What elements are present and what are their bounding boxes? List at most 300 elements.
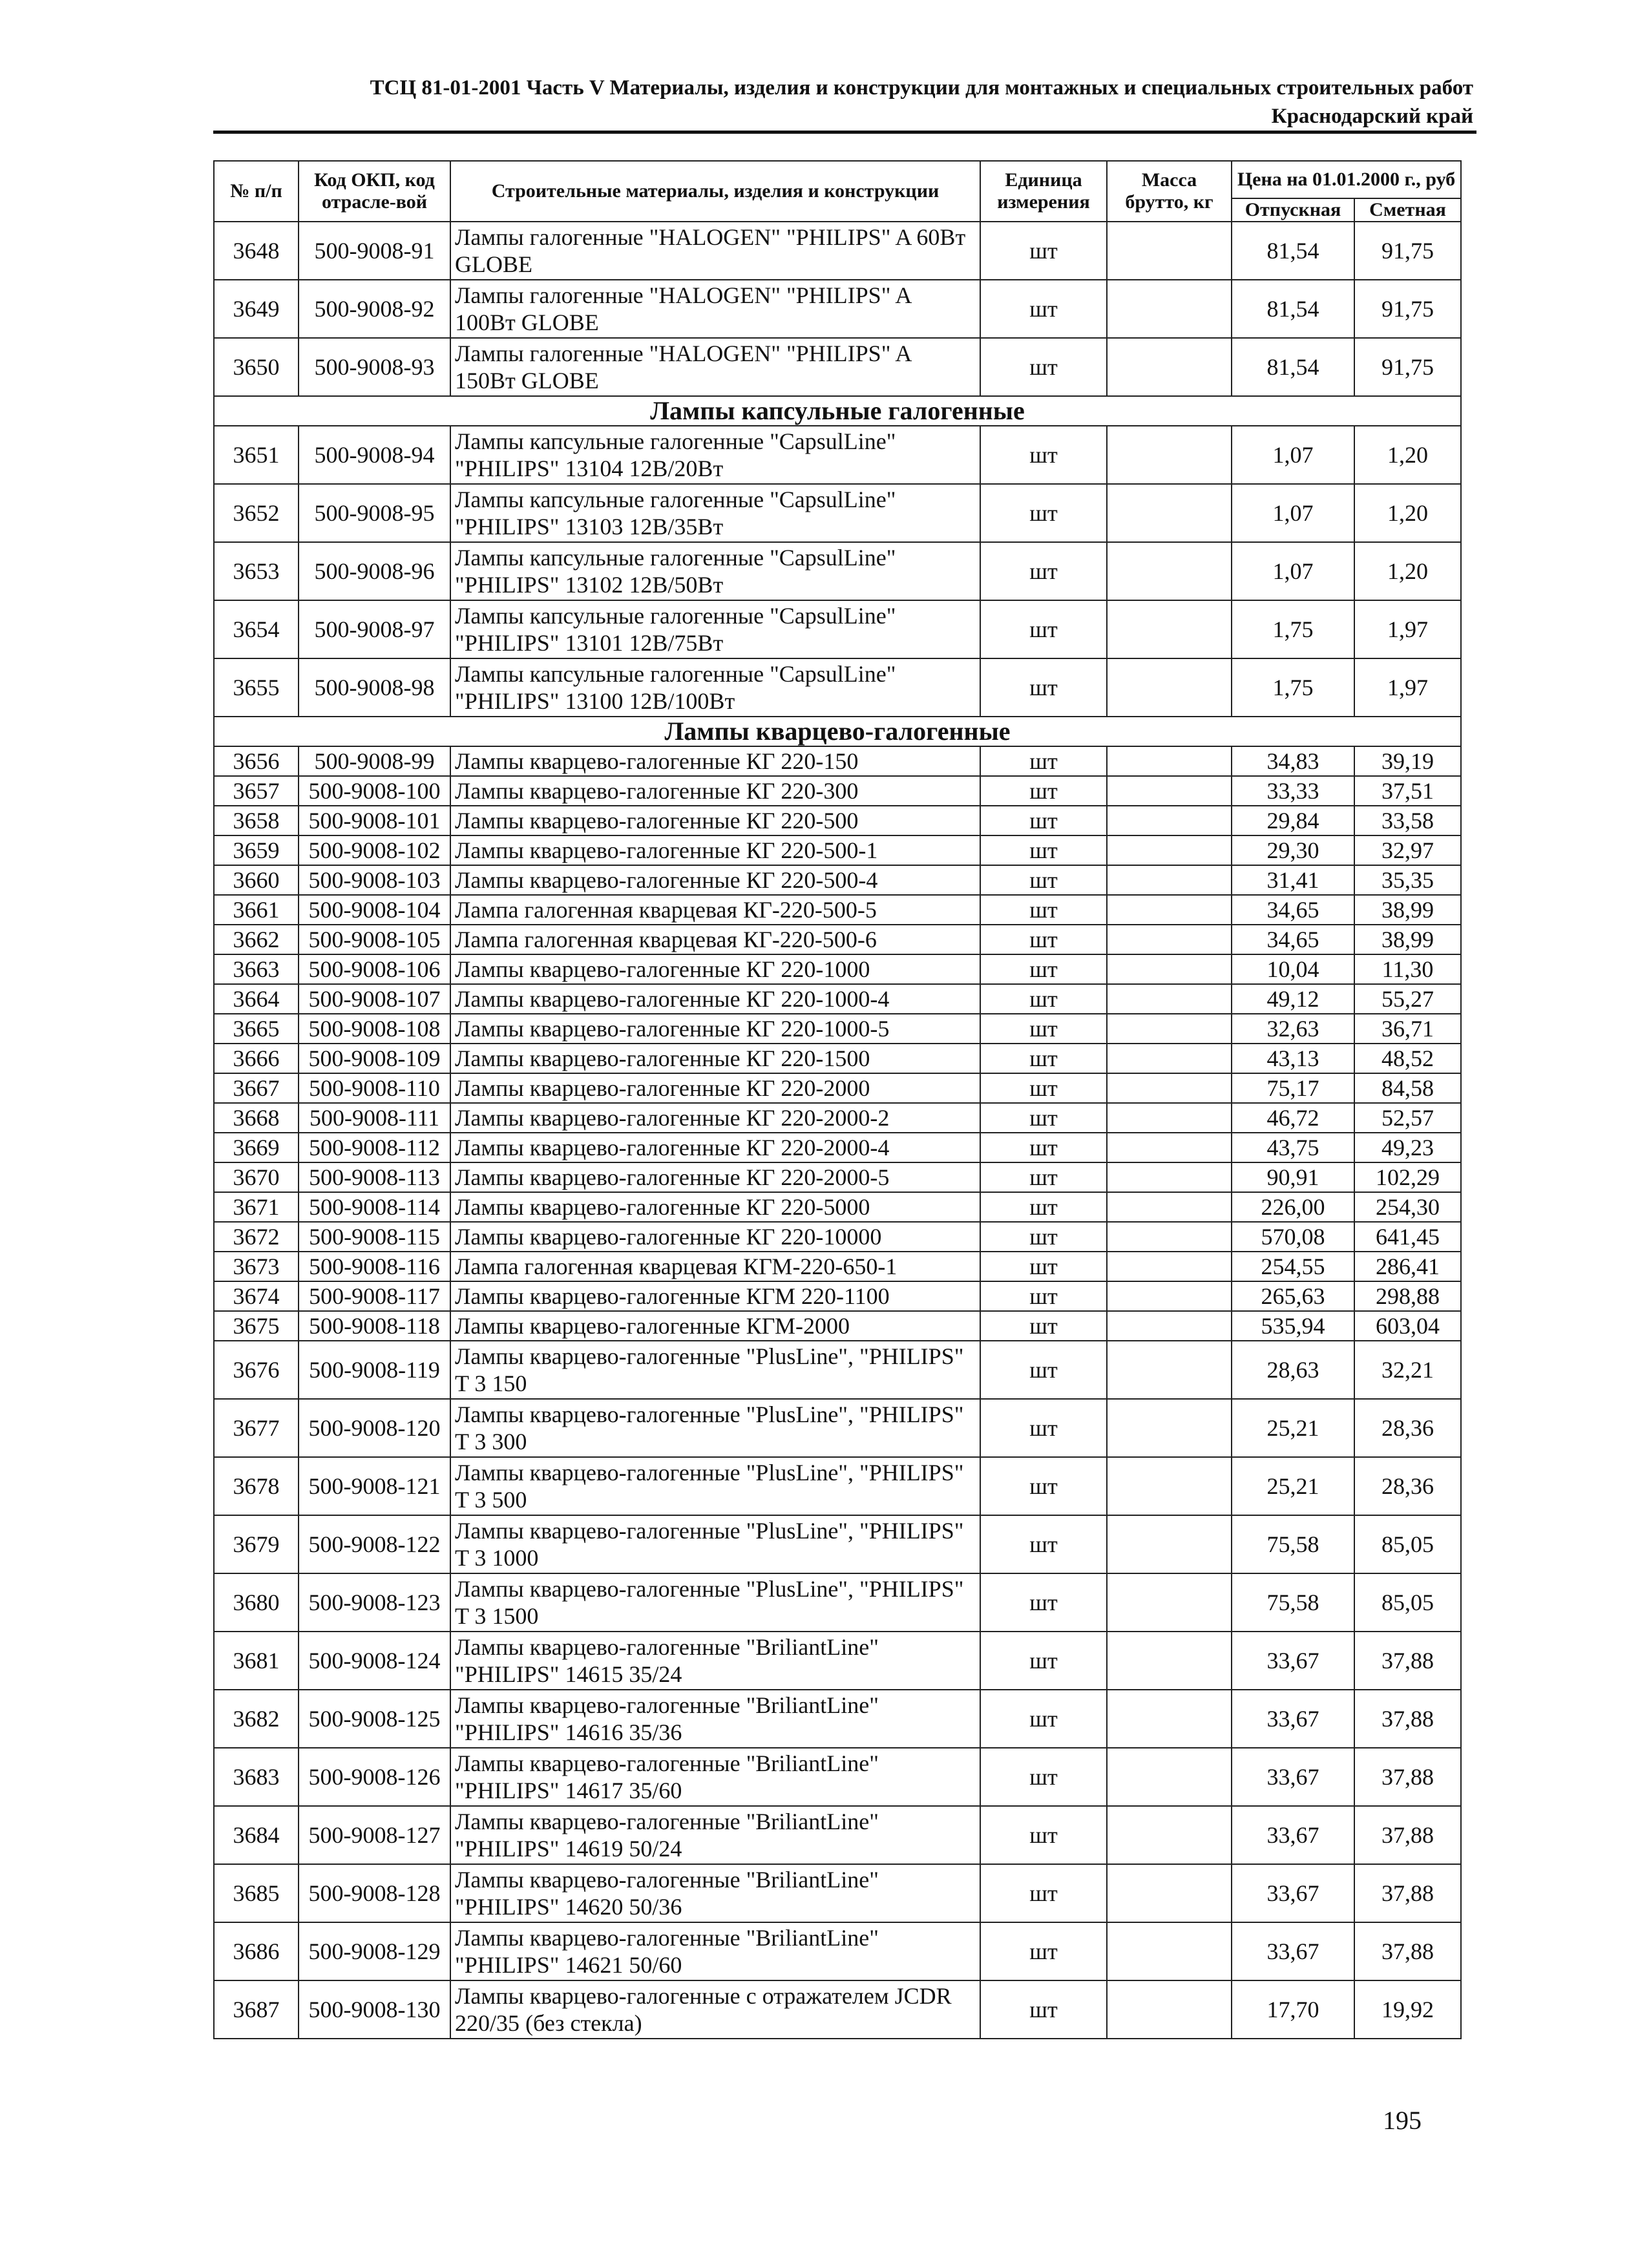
cell-mass xyxy=(1107,1192,1232,1222)
cell-code: 500-9008-118 xyxy=(299,1311,450,1341)
cell-name: Лампы кварцево-галогенные КГ 220-1000 xyxy=(450,954,980,984)
cell-name: Лампы кварцево-галогенные "PlusLine", "PHILIPS" T 3 500 xyxy=(450,1457,980,1515)
cell-price-release: 33,67 xyxy=(1232,1748,1354,1806)
header-code: Код ОКП, код отрасле-вой xyxy=(299,161,450,222)
cell-name: Лампы кварцево-галогенные "BriliantLine" "PHILIPS" 14621 50/60 xyxy=(450,1922,980,1980)
table-row xyxy=(214,1399,1461,1457)
cell-code: 500-9008-93 xyxy=(299,338,450,396)
cell-name: Лампа галогенная кварцевая КГМ-220-650-1 xyxy=(450,1252,980,1281)
cell-code: 500-9008-123 xyxy=(299,1573,450,1632)
cell-price-estimate: 603,04 xyxy=(1354,1311,1461,1341)
cell-name: Лампы кварцево-галогенные "BriliantLine" "PHILIPS" 14616 35/36 xyxy=(450,1690,980,1748)
cell-number: 3684 xyxy=(214,1806,299,1864)
cell-name: Лампы кварцево-галогенные КГ 220-300 xyxy=(450,776,980,806)
cell-price-release: 34,65 xyxy=(1232,925,1354,954)
cell-number: 3651 xyxy=(214,426,299,484)
cell-mass xyxy=(1107,1980,1232,2039)
cell-name: Лампы кварцево-галогенные "BriliantLine" "PHILIPS" 14615 35/24 xyxy=(450,1632,980,1690)
table-row xyxy=(214,954,1461,984)
cell-code: 500-9008-95 xyxy=(299,484,450,542)
cell-unit: шт xyxy=(980,1515,1107,1573)
cell-code: 500-9008-106 xyxy=(299,954,450,984)
cell-price-release: 81,54 xyxy=(1232,338,1354,396)
cell-code: 500-9008-94 xyxy=(299,426,450,484)
cell-unit: шт xyxy=(980,600,1107,658)
cell-price-release: 25,21 xyxy=(1232,1399,1354,1457)
table-row xyxy=(214,1044,1461,1073)
cell-unit: шт xyxy=(980,1806,1107,1864)
cell-price-release: 25,21 xyxy=(1232,1457,1354,1515)
cell-price-estimate: 85,05 xyxy=(1354,1573,1461,1632)
cell-name: Лампы капсульные галогенные "CapsulLine" "PHILIPS" 13100 12В/100Вт xyxy=(450,658,980,717)
cell-price-estimate: 102,29 xyxy=(1354,1162,1461,1192)
running-header-title: ТСЦ 81-01-2001 Часть V Материалы, изделия и конструкции для монтажных и специальных строительных работ xyxy=(370,76,1473,100)
cell-code: 500-9008-114 xyxy=(299,1192,450,1222)
cell-name: Лампы кварцево-галогенные КГ 220-2000 xyxy=(450,1073,980,1103)
cell-price-estimate: 37,88 xyxy=(1354,1632,1461,1690)
cell-mass xyxy=(1107,1748,1232,1806)
cell-price-estimate: 254,30 xyxy=(1354,1192,1461,1222)
cell-code: 500-9008-104 xyxy=(299,895,450,925)
cell-mass xyxy=(1107,484,1232,542)
cell-price-release: 81,54 xyxy=(1232,280,1354,338)
table-row xyxy=(214,484,1461,542)
table-row xyxy=(214,1980,1461,2039)
cell-price-estimate: 91,75 xyxy=(1354,280,1461,338)
cell-price-release: 1,07 xyxy=(1232,484,1354,542)
cell-number: 3659 xyxy=(214,835,299,865)
cell-number: 3673 xyxy=(214,1252,299,1281)
cell-name: Лампы кварцево-галогенные КГ 220-150 xyxy=(450,746,980,776)
cell-price-estimate: 35,35 xyxy=(1354,865,1461,895)
cell-mass xyxy=(1107,1103,1232,1133)
cell-code: 500-9008-112 xyxy=(299,1133,450,1162)
cell-number: 3662 xyxy=(214,925,299,954)
cell-code: 500-9008-113 xyxy=(299,1162,450,1192)
cell-mass xyxy=(1107,222,1232,280)
section-title: Лампы капсульные галогенные xyxy=(214,396,1461,426)
cell-number: 3680 xyxy=(214,1573,299,1632)
cell-mass xyxy=(1107,835,1232,865)
cell-name: Лампа галогенная кварцевая КГ-220-500-5 xyxy=(450,895,980,925)
cell-unit: шт xyxy=(980,658,1107,717)
cell-code: 500-9008-129 xyxy=(299,1922,450,1980)
cell-price-estimate: 33,58 xyxy=(1354,806,1461,835)
cell-mass xyxy=(1107,1044,1232,1073)
cell-price-release: 75,58 xyxy=(1232,1515,1354,1573)
cell-number: 3650 xyxy=(214,338,299,396)
cell-unit: шт xyxy=(980,1748,1107,1806)
table-row xyxy=(214,835,1461,865)
cell-price-release: 33,67 xyxy=(1232,1806,1354,1864)
section-title: Лампы кварцево-галогенные xyxy=(214,717,1461,746)
cell-mass xyxy=(1107,1341,1232,1399)
cell-price-release: 34,65 xyxy=(1232,895,1354,925)
cell-price-release: 17,70 xyxy=(1232,1980,1354,2039)
cell-name: Лампы кварцево-галогенные КГ 220-2000-2 xyxy=(450,1103,980,1133)
cell-number: 3663 xyxy=(214,954,299,984)
cell-mass xyxy=(1107,895,1232,925)
table-row xyxy=(214,1192,1461,1222)
cell-price-estimate: 37,88 xyxy=(1354,1806,1461,1864)
cell-number: 3685 xyxy=(214,1864,299,1922)
cell-price-estimate: 38,99 xyxy=(1354,895,1461,925)
cell-code: 500-9008-101 xyxy=(299,806,450,835)
cell-price-release: 1,07 xyxy=(1232,426,1354,484)
cell-code: 500-9008-110 xyxy=(299,1073,450,1103)
cell-number: 3681 xyxy=(214,1632,299,1690)
cell-name: Лампы галогенные "HALOGEN" "PHILIPS" A 150Вт GLOBE xyxy=(450,338,980,396)
cell-unit: шт xyxy=(980,1252,1107,1281)
table-row xyxy=(214,658,1461,717)
cell-price-release: 49,12 xyxy=(1232,984,1354,1014)
cell-number: 3687 xyxy=(214,1980,299,2039)
cell-price-estimate: 37,88 xyxy=(1354,1748,1461,1806)
cell-code: 500-9008-119 xyxy=(299,1341,450,1399)
table-row xyxy=(214,1103,1461,1133)
cell-mass xyxy=(1107,600,1232,658)
cell-number: 3656 xyxy=(214,746,299,776)
cell-code: 500-9008-121 xyxy=(299,1457,450,1515)
cell-price-release: 265,63 xyxy=(1232,1281,1354,1311)
cell-name: Лампы кварцево-галогенные КГ 220-1500 xyxy=(450,1044,980,1073)
table-row xyxy=(214,984,1461,1014)
table-row xyxy=(214,1632,1461,1690)
table-row xyxy=(214,806,1461,835)
cell-price-release: 32,63 xyxy=(1232,1014,1354,1044)
cell-mass xyxy=(1107,1632,1232,1690)
cell-code: 500-9008-105 xyxy=(299,925,450,954)
header-price-estimate: Сметная xyxy=(1354,198,1461,222)
cell-name: Лампы кварцево-галогенные с отражателем JCDR 220/35 (без стекла) xyxy=(450,1980,980,2039)
cell-price-release: 33,67 xyxy=(1232,1864,1354,1922)
cell-price-estimate: 36,71 xyxy=(1354,1014,1461,1044)
table-row xyxy=(214,1748,1461,1806)
cell-price-release: 81,54 xyxy=(1232,222,1354,280)
cell-number: 3648 xyxy=(214,222,299,280)
table-row xyxy=(214,426,1461,484)
cell-mass xyxy=(1107,1073,1232,1103)
table-row xyxy=(214,925,1461,954)
cell-price-estimate: 91,75 xyxy=(1354,338,1461,396)
header-num: № п/п xyxy=(214,161,299,222)
price-table xyxy=(213,160,1462,2039)
table-row xyxy=(214,1806,1461,1864)
cell-price-release: 1,75 xyxy=(1232,658,1354,717)
cell-mass xyxy=(1107,658,1232,717)
cell-price-release: 29,84 xyxy=(1232,806,1354,835)
cell-name: Лампы капсульные галогенные "CapsulLine" "PHILIPS" 13104 12В/20Вт xyxy=(450,426,980,484)
cell-mass xyxy=(1107,806,1232,835)
cell-price-estimate: 52,57 xyxy=(1354,1103,1461,1133)
cell-price-release: 75,17 xyxy=(1232,1073,1354,1103)
cell-unit: шт xyxy=(980,1457,1107,1515)
cell-price-release: 46,72 xyxy=(1232,1103,1354,1133)
cell-code: 500-9008-127 xyxy=(299,1806,450,1864)
table-row xyxy=(214,338,1461,396)
cell-name: Лампы кварцево-галогенные КГМ 220-1100 xyxy=(450,1281,980,1311)
cell-number: 3671 xyxy=(214,1192,299,1222)
cell-price-estimate: 84,58 xyxy=(1354,1073,1461,1103)
cell-code: 500-9008-124 xyxy=(299,1632,450,1690)
cell-number: 3667 xyxy=(214,1073,299,1103)
cell-price-estimate: 32,97 xyxy=(1354,835,1461,865)
cell-price-release: 535,94 xyxy=(1232,1311,1354,1341)
cell-number: 3675 xyxy=(214,1311,299,1341)
cell-number: 3649 xyxy=(214,280,299,338)
cell-mass xyxy=(1107,1222,1232,1252)
cell-number: 3653 xyxy=(214,542,299,600)
cell-price-estimate: 1,97 xyxy=(1354,600,1461,658)
cell-price-release: 33,67 xyxy=(1232,1690,1354,1748)
cell-unit: шт xyxy=(980,835,1107,865)
cell-unit: шт xyxy=(980,484,1107,542)
cell-mass xyxy=(1107,1864,1232,1922)
cell-price-release: 43,13 xyxy=(1232,1044,1354,1073)
cell-mass xyxy=(1107,1399,1232,1457)
cell-price-release: 33,67 xyxy=(1232,1632,1354,1690)
cell-number: 3666 xyxy=(214,1044,299,1073)
table-row xyxy=(214,776,1461,806)
cell-price-release: 28,63 xyxy=(1232,1341,1354,1399)
table-row xyxy=(214,1690,1461,1748)
cell-unit: шт xyxy=(980,954,1107,984)
cell-name: Лампы кварцево-галогенные "BriliantLine" "PHILIPS" 14619 50/24 xyxy=(450,1806,980,1864)
cell-unit: шт xyxy=(980,776,1107,806)
cell-price-estimate: 85,05 xyxy=(1354,1515,1461,1573)
table-row xyxy=(214,1311,1461,1341)
cell-number: 3678 xyxy=(214,1457,299,1515)
cell-unit: шт xyxy=(980,1133,1107,1162)
cell-code: 500-9008-122 xyxy=(299,1515,450,1573)
cell-number: 3674 xyxy=(214,1281,299,1311)
header-unit: Единица измерения xyxy=(980,161,1107,222)
table-body xyxy=(214,222,1461,2039)
cell-number: 3686 xyxy=(214,1922,299,1980)
cell-name: Лампы кварцево-галогенные КГМ-2000 xyxy=(450,1311,980,1341)
cell-number: 3676 xyxy=(214,1341,299,1399)
cell-mass xyxy=(1107,1573,1232,1632)
table-row xyxy=(214,1457,1461,1515)
cell-name: Лампы кварцево-галогенные КГ 220-500 xyxy=(450,806,980,835)
cell-unit: шт xyxy=(980,1073,1107,1103)
cell-mass xyxy=(1107,1281,1232,1311)
cell-unit: шт xyxy=(980,1192,1107,1222)
cell-price-estimate: 1,20 xyxy=(1354,542,1461,600)
cell-mass xyxy=(1107,954,1232,984)
cell-code: 500-9008-99 xyxy=(299,746,450,776)
cell-name: Лампы капсульные галогенные "CapsulLine" "PHILIPS" 13101 12В/75Вт xyxy=(450,600,980,658)
cell-mass xyxy=(1107,1133,1232,1162)
table-row xyxy=(214,600,1461,658)
cell-number: 3679 xyxy=(214,1515,299,1573)
cell-number: 3677 xyxy=(214,1399,299,1457)
header-price-release: Отпускная xyxy=(1232,198,1354,222)
cell-unit: шт xyxy=(980,984,1107,1014)
cell-mass xyxy=(1107,1922,1232,1980)
cell-name: Лампы кварцево-галогенные КГ 220-10000 xyxy=(450,1222,980,1252)
cell-mass xyxy=(1107,280,1232,338)
cell-number: 3664 xyxy=(214,984,299,1014)
cell-unit: шт xyxy=(980,1864,1107,1922)
cell-unit: шт xyxy=(980,1162,1107,1192)
cell-name: Лампы капсульные галогенные "CapsulLine" "PHILIPS" 13102 12В/50Вт xyxy=(450,542,980,600)
table-row xyxy=(214,1515,1461,1573)
cell-number: 3665 xyxy=(214,1014,299,1044)
cell-code: 500-9008-115 xyxy=(299,1222,450,1252)
cell-code: 500-9008-102 xyxy=(299,835,450,865)
section-row xyxy=(214,717,1461,746)
cell-mass xyxy=(1107,1311,1232,1341)
cell-unit: шт xyxy=(980,222,1107,280)
cell-price-release: 31,41 xyxy=(1232,865,1354,895)
cell-unit: шт xyxy=(980,1341,1107,1399)
cell-unit: шт xyxy=(980,806,1107,835)
cell-price-estimate: 286,41 xyxy=(1354,1252,1461,1281)
cell-price-release: 33,33 xyxy=(1232,776,1354,806)
cell-price-release: 43,75 xyxy=(1232,1133,1354,1162)
cell-name: Лампы галогенные "HALOGEN" "PHILIPS" A 60Вт GLOBE xyxy=(450,222,980,280)
cell-price-release: 29,30 xyxy=(1232,835,1354,865)
cell-number: 3655 xyxy=(214,658,299,717)
table-row xyxy=(214,222,1461,280)
cell-unit: шт xyxy=(980,895,1107,925)
table-row xyxy=(214,542,1461,600)
page-number: 195 xyxy=(1383,2106,1422,2135)
cell-price-estimate: 1,97 xyxy=(1354,658,1461,717)
cell-unit: шт xyxy=(980,865,1107,895)
cell-price-release: 1,75 xyxy=(1232,600,1354,658)
cell-code: 500-9008-98 xyxy=(299,658,450,717)
cell-name: Лампы капсульные галогенные "CapsulLine" "PHILIPS" 13103 12В/35Вт xyxy=(450,484,980,542)
cell-name: Лампы кварцево-галогенные КГ 220-2000-5 xyxy=(450,1162,980,1192)
table-row xyxy=(214,1573,1461,1632)
cell-price-release: 33,67 xyxy=(1232,1922,1354,1980)
cell-unit: шт xyxy=(980,1573,1107,1632)
header-name: Строительные материалы, изделия и конструкции xyxy=(450,161,980,222)
cell-code: 500-9008-128 xyxy=(299,1864,450,1922)
section-row xyxy=(214,396,1461,426)
cell-name: Лампы кварцево-галогенные "PlusLine", "PHILIPS" T 3 150 xyxy=(450,1341,980,1399)
cell-code: 500-9008-97 xyxy=(299,600,450,658)
cell-number: 3654 xyxy=(214,600,299,658)
cell-code: 500-9008-117 xyxy=(299,1281,450,1311)
cell-code: 500-9008-108 xyxy=(299,1014,450,1044)
table-row xyxy=(214,1133,1461,1162)
cell-unit: шт xyxy=(980,338,1107,396)
cell-unit: шт xyxy=(980,1311,1107,1341)
cell-price-estimate: 37,51 xyxy=(1354,776,1461,806)
header-rule xyxy=(213,131,1476,134)
cell-mass xyxy=(1107,776,1232,806)
cell-name: Лампа галогенная кварцевая КГ-220-500-6 xyxy=(450,925,980,954)
cell-price-release: 10,04 xyxy=(1232,954,1354,984)
table-row xyxy=(214,1162,1461,1192)
table-row xyxy=(214,1014,1461,1044)
cell-mass xyxy=(1107,746,1232,776)
cell-unit: шт xyxy=(980,280,1107,338)
cell-number: 3672 xyxy=(214,1222,299,1252)
cell-unit: шт xyxy=(980,1922,1107,1980)
table-row xyxy=(214,1073,1461,1103)
table-row xyxy=(214,1341,1461,1399)
cell-code: 500-9008-111 xyxy=(299,1103,450,1133)
table-row xyxy=(214,1222,1461,1252)
cell-code: 500-9008-107 xyxy=(299,984,450,1014)
cell-name: Лампы кварцево-галогенные "BriliantLine" "PHILIPS" 14617 35/60 xyxy=(450,1748,980,1806)
cell-price-estimate: 298,88 xyxy=(1354,1281,1461,1311)
table-row xyxy=(214,1864,1461,1922)
cell-mass xyxy=(1107,865,1232,895)
cell-unit: шт xyxy=(980,746,1107,776)
running-header-region: Краснодарский край xyxy=(1271,105,1473,128)
cell-price-estimate: 1,20 xyxy=(1354,426,1461,484)
cell-code: 500-9008-116 xyxy=(299,1252,450,1281)
cell-price-release: 254,55 xyxy=(1232,1252,1354,1281)
cell-unit: шт xyxy=(980,1281,1107,1311)
cell-mass xyxy=(1107,1162,1232,1192)
cell-name: Лампы кварцево-галогенные КГ 220-2000-4 xyxy=(450,1133,980,1162)
cell-price-release: 570,08 xyxy=(1232,1222,1354,1252)
cell-number: 3661 xyxy=(214,895,299,925)
cell-price-estimate: 91,75 xyxy=(1354,222,1461,280)
cell-price-estimate: 37,88 xyxy=(1354,1864,1461,1922)
cell-name: Лампы кварцево-галогенные "PlusLine", "PHILIPS" T 3 1500 xyxy=(450,1573,980,1632)
cell-name: Лампы кварцево-галогенные "BriliantLine" "PHILIPS" 14620 50/36 xyxy=(450,1864,980,1922)
cell-price-release: 1,07 xyxy=(1232,542,1354,600)
cell-code: 500-9008-109 xyxy=(299,1044,450,1073)
table-row xyxy=(214,280,1461,338)
cell-price-release: 75,58 xyxy=(1232,1573,1354,1632)
cell-mass xyxy=(1107,1515,1232,1573)
cell-name: Лампы кварцево-галогенные КГ 220-1000-5 xyxy=(450,1014,980,1044)
cell-number: 3652 xyxy=(214,484,299,542)
cell-mass xyxy=(1107,984,1232,1014)
cell-mass xyxy=(1107,1252,1232,1281)
cell-number: 3670 xyxy=(214,1162,299,1192)
cell-unit: шт xyxy=(980,925,1107,954)
cell-name: Лампы кварцево-галогенные "PlusLine", "PHILIPS" T 3 300 xyxy=(450,1399,980,1457)
cell-mass xyxy=(1107,925,1232,954)
cell-price-estimate: 11,30 xyxy=(1354,954,1461,984)
cell-price-estimate: 38,99 xyxy=(1354,925,1461,954)
cell-mass xyxy=(1107,1014,1232,1044)
cell-mass xyxy=(1107,1690,1232,1748)
cell-number: 3658 xyxy=(214,806,299,835)
cell-code: 500-9008-130 xyxy=(299,1980,450,2039)
cell-name: Лампы кварцево-галогенные КГ 220-1000-4 xyxy=(450,984,980,1014)
cell-price-estimate: 37,88 xyxy=(1354,1690,1461,1748)
cell-number: 3657 xyxy=(214,776,299,806)
cell-code: 500-9008-100 xyxy=(299,776,450,806)
cell-name: Лампы кварцево-галогенные КГ 220-500-1 xyxy=(450,835,980,865)
cell-code: 500-9008-126 xyxy=(299,1748,450,1806)
table-row xyxy=(214,1252,1461,1281)
cell-price-estimate: 28,36 xyxy=(1354,1457,1461,1515)
cell-name: Лампы кварцево-галогенные КГ 220-500-4 xyxy=(450,865,980,895)
cell-unit: шт xyxy=(980,1399,1107,1457)
cell-unit: шт xyxy=(980,1980,1107,2039)
cell-number: 3668 xyxy=(214,1103,299,1133)
table-row xyxy=(214,746,1461,776)
cell-name: Лампы кварцево-галогенные КГ 220-5000 xyxy=(450,1192,980,1222)
cell-price-release: 34,83 xyxy=(1232,746,1354,776)
cell-unit: шт xyxy=(980,1222,1107,1252)
cell-mass xyxy=(1107,1806,1232,1864)
cell-name: Лампы кварцево-галогенные "PlusLine", "PHILIPS" T 3 1000 xyxy=(450,1515,980,1573)
cell-mass xyxy=(1107,542,1232,600)
cell-price-estimate: 55,27 xyxy=(1354,984,1461,1014)
